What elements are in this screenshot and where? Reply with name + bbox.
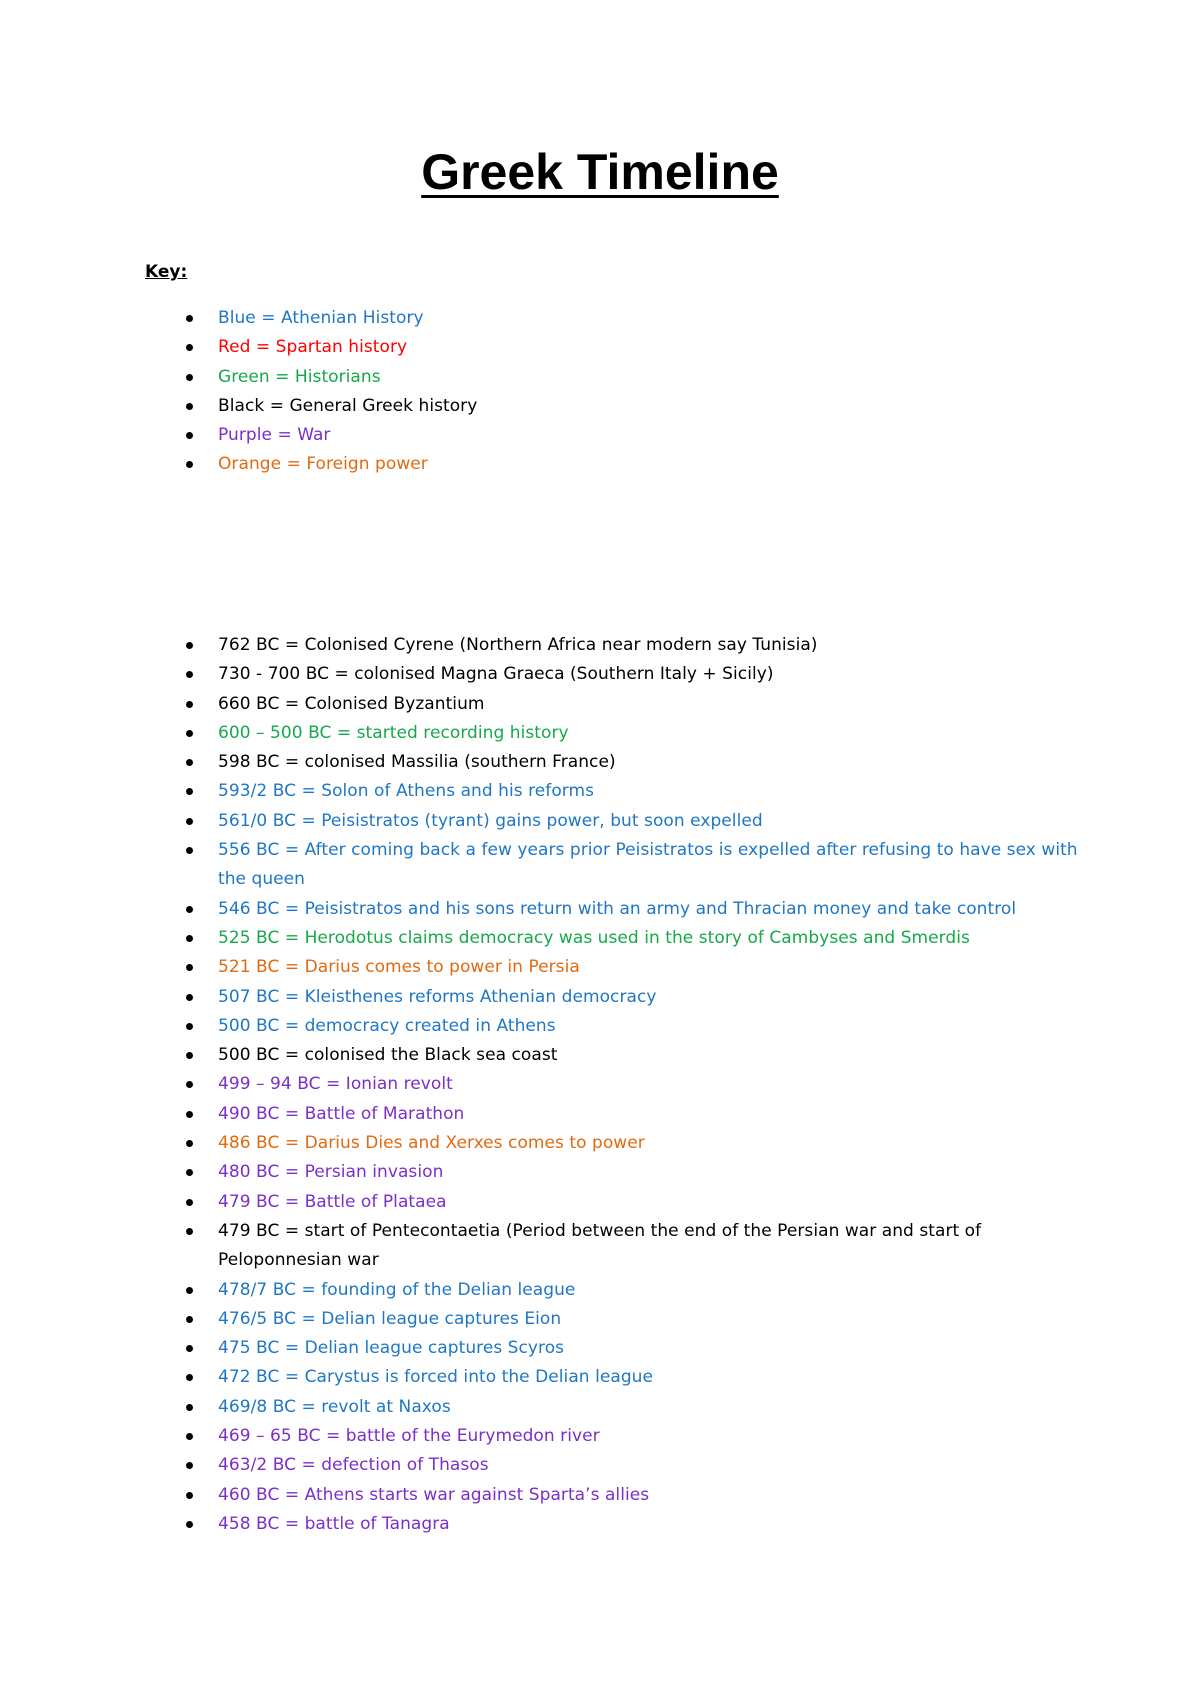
timeline-item: [0, 1129, 1200, 1158]
key-item: [0, 363, 1200, 392]
bullet-point-icon: [186, 1228, 193, 1235]
timeline-item-text: 730 - 700 BC = colonised Magna Graeca (Southern Italy + Sicily): [218, 664, 774, 685]
timeline-item: [0, 631, 1200, 660]
timeline-item-text: 479 BC = Battle of Plataea: [218, 1191, 447, 1212]
timeline-item-text: 460 BC = Athens starts war against Sparta’s allies: [218, 1484, 650, 1505]
page-title: [0, 140, 1200, 204]
bullet-point-icon: [186, 730, 193, 737]
timeline-item: [0, 1012, 1200, 1041]
bullet-point-icon: [186, 1462, 193, 1469]
bullet-point-icon: [186, 1345, 193, 1352]
timeline-item: [0, 924, 1200, 953]
bullet-point-icon: [186, 1140, 193, 1147]
timeline-list: [0, 631, 1200, 1539]
bullet-point-icon: [186, 759, 193, 766]
bullet-point-icon: [186, 847, 193, 854]
timeline-item: [0, 1305, 1200, 1334]
timeline-item-text: 480 BC = Persian invasion: [218, 1162, 444, 1183]
timeline-item: [0, 807, 1200, 836]
timeline-item: [0, 660, 1200, 689]
key-item: [0, 333, 1200, 362]
timeline-item: [0, 1100, 1200, 1129]
timeline-item-text: 507 BC = Kleisthenes reforms Athenian democracy: [218, 986, 657, 1007]
bullet-point-icon: [186, 315, 193, 322]
key-item: [0, 450, 1200, 479]
key-item-text: Black = General Greek history: [218, 395, 478, 416]
timeline-item-text: 476/5 BC = Delian league captures Eion: [218, 1308, 562, 1329]
bullet-point-icon: [186, 1199, 193, 1206]
key-item-text: Green = Historians: [218, 366, 381, 387]
bullet-point-icon: [186, 1492, 193, 1499]
key-item-text: Blue = Athenian History: [218, 308, 424, 328]
timeline-item: [0, 1041, 1200, 1070]
timeline-item: [0, 1158, 1200, 1187]
timeline-item-text: 598 BC = colonised Massilia (southern France): [218, 752, 616, 773]
timeline-item-text: 490 BC = Battle of Marathon: [218, 1103, 465, 1124]
color-key-list: [0, 304, 1200, 480]
timeline-item-text: 600 – 500 BC = started recording history: [218, 722, 569, 743]
key-heading: Key:: [145, 262, 188, 282]
bullet-point-icon: [186, 1052, 193, 1059]
timeline-item: [0, 1276, 1200, 1305]
timeline-item-text: 478/7 BC = founding of the Delian league: [218, 1279, 576, 1300]
bullet-point-icon: [186, 701, 193, 708]
timeline-item: [0, 1510, 1200, 1539]
timeline-item-text: 525 BC = Herodotus claims democracy was used in the story of Cambyses and Smerdis: [218, 927, 970, 948]
bullet-point-icon: [186, 344, 193, 351]
bullet-point-icon: [186, 403, 193, 410]
bullet-point-icon: [186, 1023, 193, 1030]
key-item-text: Red = Spartan history: [218, 337, 408, 358]
timeline-item-text: 469 – 65 BC = battle of the Eurymedon river: [218, 1426, 600, 1447]
bullet-point-icon: [186, 374, 193, 381]
timeline-item-text: 561/0 BC = Peisistratos (tyrant) gains power, but soon expelled: [218, 810, 763, 831]
timeline-item: [0, 1334, 1200, 1363]
timeline-item: [0, 1481, 1200, 1510]
bullet-point-icon: [186, 906, 193, 913]
timeline-item: [0, 983, 1200, 1012]
timeline-item: [0, 1188, 1200, 1217]
timeline-item: [0, 953, 1200, 982]
timeline-item-text: 762 BC = Colonised Cyrene (Northern Africa near modern say Tunisia): [218, 635, 818, 655]
bullet-point-icon: [186, 1521, 193, 1528]
bullet-point-icon: [186, 994, 193, 1001]
timeline-item-text: 463/2 BC = defection of Thasos: [218, 1455, 489, 1476]
bullet-point-icon: [186, 1111, 193, 1118]
timeline-item: [0, 777, 1200, 806]
timeline-item: [0, 1217, 1200, 1276]
timeline-item: [0, 1363, 1200, 1392]
timeline-item: [0, 895, 1200, 924]
timeline-item-text: 546 BC = Peisistratos and his sons return with an army and Thracian money and take control: [218, 898, 1017, 919]
key-item: [0, 421, 1200, 450]
bullet-point-icon: [186, 461, 193, 468]
timeline-item: [0, 836, 1200, 895]
timeline-item: [0, 1393, 1200, 1422]
timeline-item: [0, 1070, 1200, 1099]
bullet-point-icon: [186, 788, 193, 795]
page-title-text: Greek Timeline: [421, 144, 779, 200]
timeline-item-text: 475 BC = Delian league captures Scyros: [218, 1338, 565, 1359]
timeline-item-text: 479 BC = start of Pentecontaetia (Period between the end of the Persian war and start of Peloponnesian war: [218, 1220, 982, 1271]
bullet-point-icon: [186, 1433, 193, 1440]
timeline-item: [0, 690, 1200, 719]
timeline-item-text: 660 BC = Colonised Byzantium: [218, 693, 485, 714]
key-item-text: Orange = Foreign power: [218, 454, 428, 475]
timeline-item-text: 556 BC = After coming back a few years prior Peisistratos is expelled after refusing to have sex with the queen: [218, 840, 1078, 890]
timeline-item-text: 499 – 94 BC = Ionian revolt: [218, 1074, 453, 1095]
timeline-item-text: 500 BC = colonised the Black sea coast: [218, 1045, 558, 1066]
bullet-point-icon: [186, 642, 193, 649]
bullet-point-icon: [186, 1169, 193, 1176]
timeline-item-text: 458 BC = battle of Tanagra: [218, 1513, 450, 1534]
bullet-point-icon: [186, 1316, 193, 1323]
timeline-item: [0, 719, 1200, 748]
timeline-item-text: 486 BC = Darius Dies and Xerxes comes to power: [218, 1133, 645, 1154]
bullet-point-icon: [186, 1081, 193, 1088]
bullet-point-icon: [186, 432, 193, 439]
key-item: [0, 392, 1200, 421]
key-item-text: Purple = War: [218, 425, 331, 446]
bullet-point-icon: [186, 1374, 193, 1381]
timeline-item-text: 593/2 BC = Solon of Athens and his reforms: [218, 781, 595, 802]
timeline-item-text: 469/8 BC = revolt at Naxos: [218, 1396, 451, 1417]
timeline-item-text: 521 BC = Darius comes to power in Persia: [218, 957, 580, 978]
timeline-item-text: 472 BC = Carystus is forced into the Delian league: [218, 1367, 654, 1388]
key-item: [0, 304, 1200, 333]
bullet-point-icon: [186, 964, 193, 971]
bullet-point-icon: [186, 935, 193, 942]
bullet-point-icon: [186, 1404, 193, 1411]
bullet-point-icon: [186, 671, 193, 678]
timeline-item-text: 500 BC = democracy created in Athens: [218, 1015, 556, 1036]
timeline-item: [0, 1451, 1200, 1480]
bullet-point-icon: [186, 1287, 193, 1294]
timeline-item: [0, 1422, 1200, 1451]
bullet-point-icon: [186, 818, 193, 825]
timeline-item: [0, 748, 1200, 777]
